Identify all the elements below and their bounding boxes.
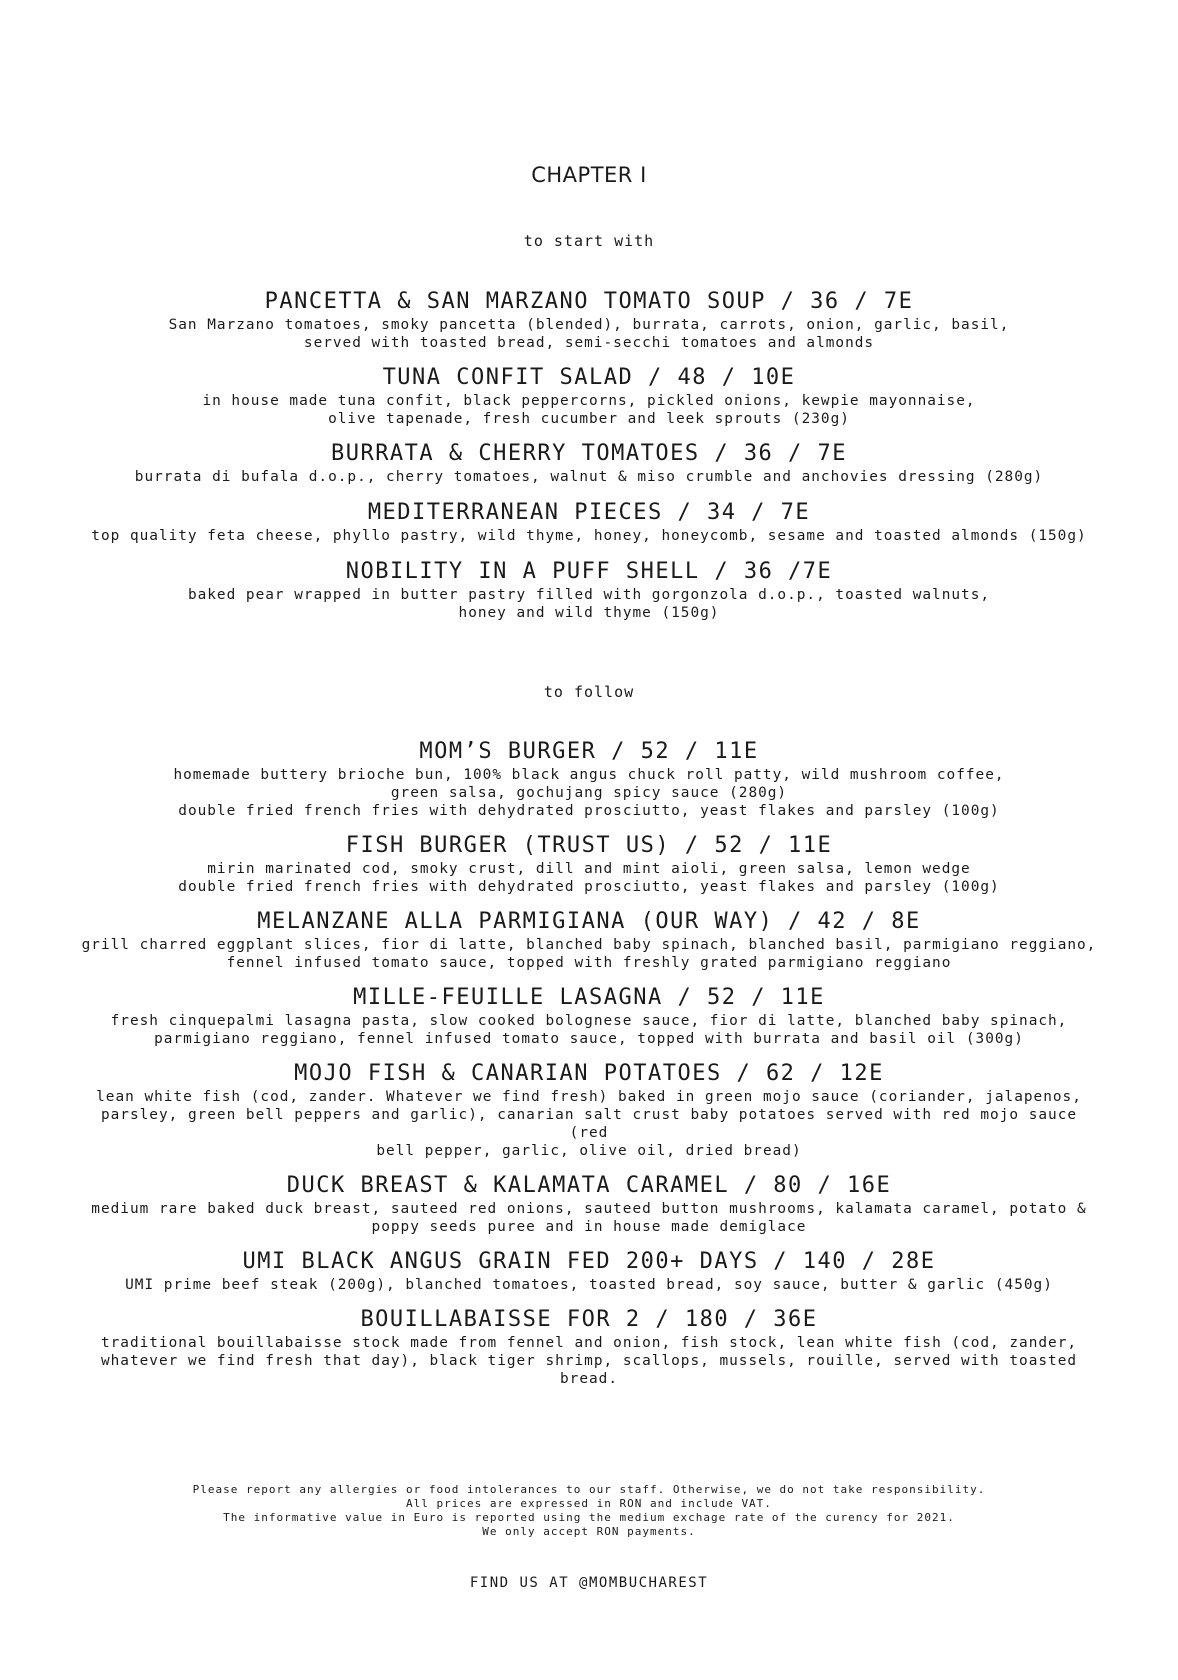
menu-item-description: in house made tuna confit, black peppercorns, pickled onions, kewpie mayonnaise, olive tapenade, fresh cucumber and leek sprouts (230g)	[202, 393, 976, 427]
mains-list	[80, 738, 1098, 1388]
menu-item-title: BURRATA & CHERRY TOMATOES / 36 / 7E	[330, 441, 848, 466]
social-handle-footer: FIND US AT @MOMBUCHAREST	[469, 1575, 709, 1591]
menu-item	[80, 1248, 1098, 1294]
menu-item	[80, 1060, 1098, 1160]
section-heading-starters: to start with	[523, 232, 655, 250]
menu-item-description: top quality feta cheese, phyllo pastry, wild thyme, honey, honeycomb, sesame and toasted almonds (150g)	[91, 528, 1087, 544]
menu-item	[80, 984, 1098, 1048]
allergy-disclaimer: Please report any allergies or food intolerances to our staff. Otherwise, we do not take responsibility. All prices are expressed in RON and include VAT. The informative value in Euro is reported using the medium exchage rate of the curency for 2021. We only accept RON payments.	[192, 1483, 986, 1538]
menu-item-description: traditional bouillabaisse stock made from fennel and onion, fish stock, lean white fish (cod, zander, whatever we find fresh that day), black tiger shrimp, scallops, mussels, rouille, served with toasted bread.	[100, 1335, 1078, 1387]
menu-item-title: NOBILITY IN A PUFF SHELL / 36 /7E	[345, 559, 833, 584]
menu-item-description: grill charred eggplant slices, fior di latte, blanched baby spinach, blanched basil, parmigiano reggiano, fennel infused tomato sauce, topped with freshly grated parmigiano reggiano	[81, 937, 1097, 971]
menu-item	[80, 832, 1098, 896]
menu-item-description: homemade buttery brioche bun, 100% black angus chuck roll patty, wild mushroom coffee, green salsa, gochujang spicy sauce (280g) double fried french fries with dehydrated prosciutto, yeast flakes and parsley (100g)	[173, 767, 1005, 819]
menu-item-title: MELANZANE ALLA PARMIGIANA (OUR WAY) / 42 / 8E	[257, 909, 921, 934]
menu-item-title: TUNA CONFIT SALAD / 48 / 10E	[382, 365, 796, 390]
menu-item-description: baked pear wrapped in butter pastry filled with gorgonzola d.o.p., toasted walnuts, honey and wild thyme (150g)	[187, 587, 991, 621]
menu-item-title: MEDITERRANEAN PIECES / 34 / 7E	[367, 500, 811, 525]
menu-item	[80, 499, 1098, 545]
menu-item-title: PANCETTA & SAN MARZANO TOMATO SOUP / 36 / 7E	[264, 289, 914, 314]
menu-item-description: mirin marinated cod, smoky crust, dill and mint aioli, green salsa, lemon wedge double fried french fries with dehydrated prosciutto, yeast flakes and parsley (100g)	[178, 861, 1000, 895]
section-heading-mains: to follow	[543, 683, 635, 701]
menu-item-title: MOM’S BURGER / 52 / 11E	[419, 739, 759, 764]
menu-item-title: MOJO FISH & CANARIAN POTATOES / 62 / 12E	[294, 1061, 884, 1086]
starters-list	[80, 288, 1098, 622]
menu-item-title: MILLE-FEUILLE LASAGNA / 52 / 11E	[353, 985, 825, 1010]
menu-item	[80, 1306, 1098, 1388]
menu-item	[80, 440, 1098, 486]
menu-item	[80, 558, 1098, 622]
menu-item-title: FISH BURGER (TRUST US) / 52 / 11E	[345, 833, 833, 858]
menu-item	[80, 1172, 1098, 1236]
menu-item	[80, 364, 1098, 428]
menu-item-description: medium rare baked duck breast, sauteed red onions, sauteed button mushrooms, kalamata caramel, potato & poppy seeds puree and in house made demiglace	[91, 1201, 1087, 1235]
menu-item	[80, 908, 1098, 972]
menu-item-description: burrata di bufala d.o.p., cherry tomatoes, walnut & miso crumble and anchovies dressing (280g)	[134, 469, 1044, 485]
menu-item	[80, 738, 1098, 820]
menu-item-title: DUCK BREAST & KALAMATA CARAMEL / 80 / 16E	[286, 1173, 892, 1198]
menu-item-description: San Marzano tomatoes, smoky pancetta (blended), burrata, carrots, onion, garlic, basil, served with toasted bread, semi-secchi tomatoes and almonds	[168, 317, 1010, 351]
menu-item-title: UMI BLACK ANGUS GRAIN FED 200+ DAYS / 140 / 28E	[242, 1249, 936, 1274]
chapter-title: CHAPTER I	[531, 163, 647, 187]
menu-item-title: BOUILLABAISSE FOR 2 / 180 / 36E	[360, 1307, 818, 1332]
menu-item-description: UMI prime beef steak (200g), blanched tomatoes, toasted bread, soy sauce, butter & garlic (450g)	[125, 1277, 1053, 1293]
menu-item-description: fresh cinquepalmi lasagna pasta, slow cooked bolognese sauce, fior di latte, blanched baby spinach, parmigiano reggiano, fennel infused tomato sauce, topped with burrata and basil oil (300g)	[110, 1013, 1068, 1047]
menu-item-description: lean white fish (cod, zander. Whatever we find fresh) baked in green mojo sauce (coriander, jalapenos, parsley, green bell peppers and garlic), canarian salt crust baby potatoes served with red mojo sauce (red bell pepper, garlic, olive oil, dried bread)	[96, 1089, 1082, 1159]
menu-item	[80, 288, 1098, 352]
